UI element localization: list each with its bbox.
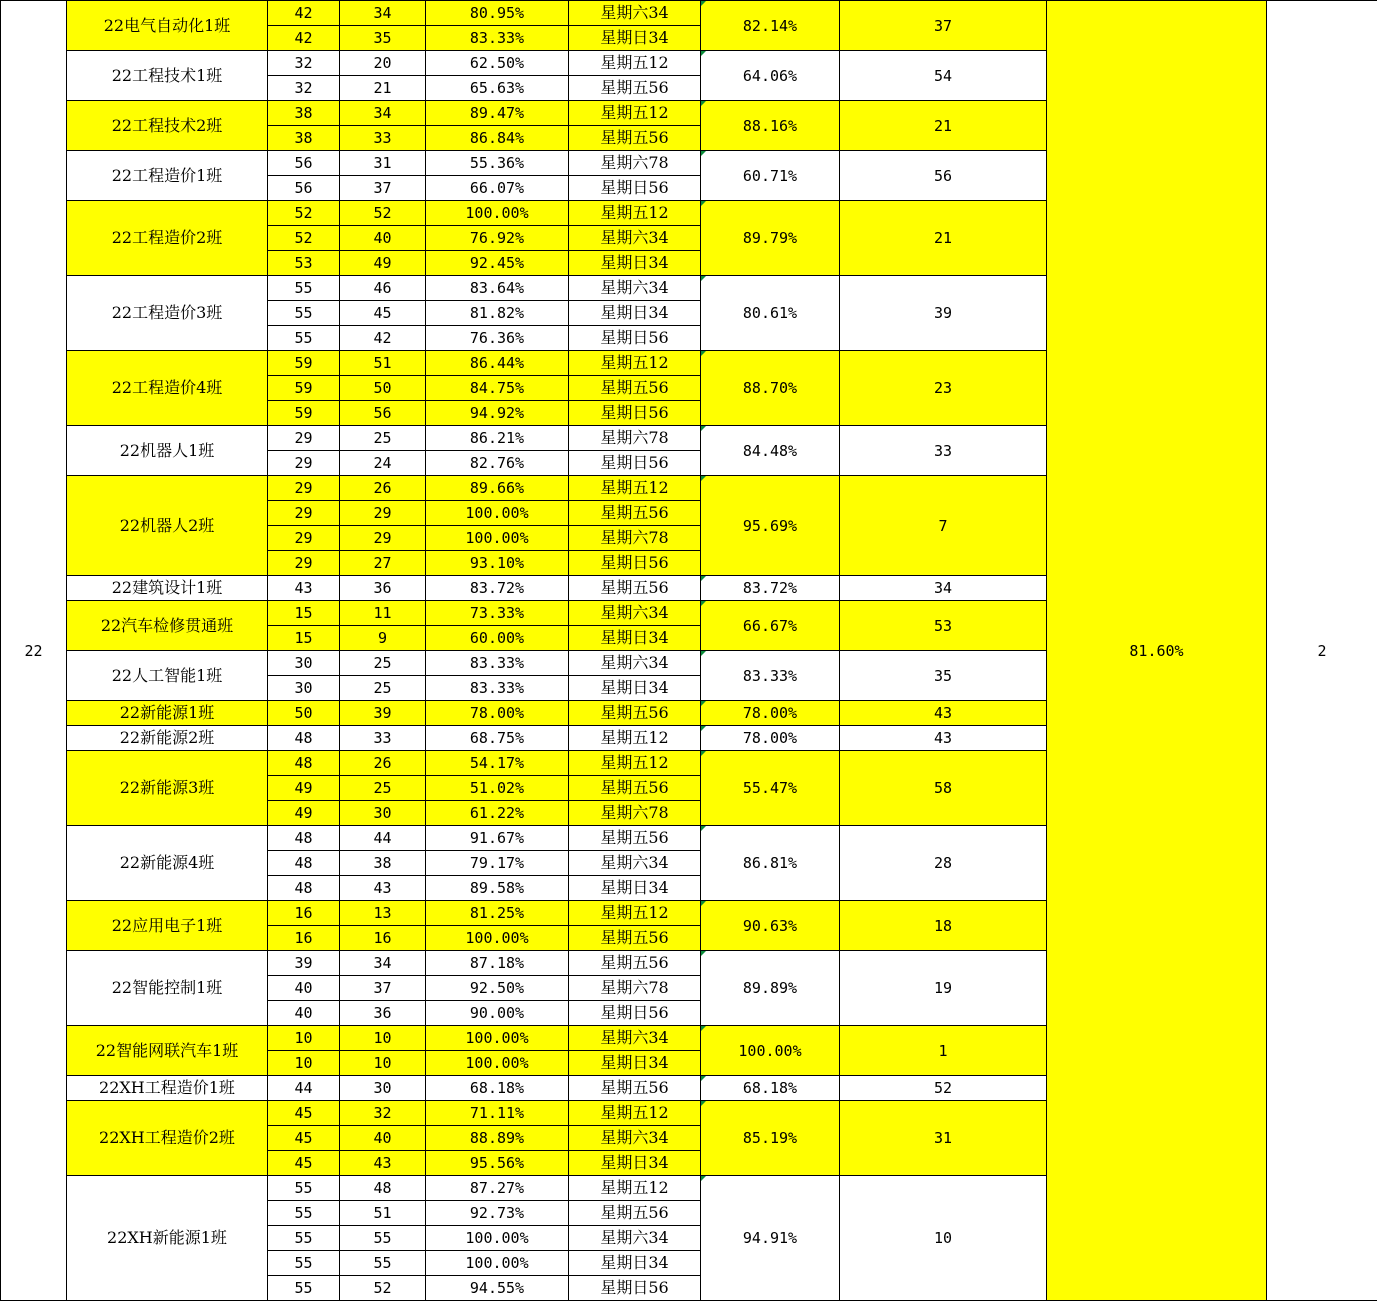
enrolled-count-cell: 45 bbox=[268, 1101, 340, 1126]
present-count-cell: 10 bbox=[340, 1026, 426, 1051]
enrolled-count-cell: 15 bbox=[268, 626, 340, 651]
present-count-cell: 43 bbox=[340, 1151, 426, 1176]
class-name-cell: 22工程造价4班 bbox=[67, 351, 268, 426]
session-rate-cell: 79.17% bbox=[426, 851, 569, 876]
session-rate-cell: 87.27% bbox=[426, 1176, 569, 1201]
present-count-cell: 50 bbox=[340, 376, 426, 401]
enrolled-count-cell: 52 bbox=[268, 201, 340, 226]
present-count-cell: 25 bbox=[340, 426, 426, 451]
class-rank-cell: 58 bbox=[840, 751, 1047, 826]
session-time-cell: 星期五12 bbox=[569, 1101, 701, 1126]
class-rank-cell: 54 bbox=[840, 51, 1047, 101]
present-count-cell: 56 bbox=[340, 401, 426, 426]
present-count-cell: 55 bbox=[340, 1226, 426, 1251]
enrolled-count-cell: 56 bbox=[268, 176, 340, 201]
class-rate-cell: 83.33% bbox=[701, 651, 840, 701]
class-rate-cell: 80.61% bbox=[701, 276, 840, 351]
session-time-cell: 星期六34 bbox=[569, 276, 701, 301]
session-time-cell: 星期日34 bbox=[569, 626, 701, 651]
session-time-cell: 星期五12 bbox=[569, 201, 701, 226]
present-count-cell: 51 bbox=[340, 351, 426, 376]
session-rate-cell: 100.00% bbox=[426, 526, 569, 551]
session-rate-cell: 80.95% bbox=[426, 1, 569, 26]
enrolled-count-cell: 55 bbox=[268, 1276, 340, 1301]
session-time-cell: 星期日56 bbox=[569, 1276, 701, 1301]
present-count-cell: 36 bbox=[340, 576, 426, 601]
class-name-cell: 22应用电子1班 bbox=[67, 901, 268, 951]
enrolled-count-cell: 55 bbox=[268, 1251, 340, 1276]
session-time-cell: 星期五56 bbox=[569, 501, 701, 526]
class-rate-cell: 89.89% bbox=[701, 951, 840, 1026]
present-count-cell: 30 bbox=[340, 1076, 426, 1101]
class-rank-cell: 1 bbox=[840, 1026, 1047, 1076]
present-count-cell: 51 bbox=[340, 1201, 426, 1226]
session-time-cell: 星期五56 bbox=[569, 951, 701, 976]
session-time-cell: 星期日34 bbox=[569, 1151, 701, 1176]
enrolled-count-cell: 10 bbox=[268, 1026, 340, 1051]
session-rate-cell: 89.66% bbox=[426, 476, 569, 501]
class-rank-cell: 39 bbox=[840, 276, 1047, 351]
enrolled-count-cell: 29 bbox=[268, 551, 340, 576]
class-rank-cell: 53 bbox=[840, 601, 1047, 651]
enrolled-count-cell: 29 bbox=[268, 451, 340, 476]
session-rate-cell: 86.84% bbox=[426, 126, 569, 151]
present-count-cell: 29 bbox=[340, 501, 426, 526]
session-rate-cell: 92.45% bbox=[426, 251, 569, 276]
class-rate-cell: 86.81% bbox=[701, 826, 840, 901]
session-rate-cell: 76.36% bbox=[426, 326, 569, 351]
present-count-cell: 30 bbox=[340, 801, 426, 826]
enrolled-count-cell: 32 bbox=[268, 76, 340, 101]
enrolled-count-cell: 42 bbox=[268, 26, 340, 51]
session-time-cell: 星期五56 bbox=[569, 126, 701, 151]
class-rate-cell: 88.16% bbox=[701, 101, 840, 151]
enrolled-count-cell: 38 bbox=[268, 101, 340, 126]
session-rate-cell: 100.00% bbox=[426, 1251, 569, 1276]
class-name-cell: 22工程技术2班 bbox=[67, 101, 268, 151]
present-count-cell: 9 bbox=[340, 626, 426, 651]
class-rank-cell: 31 bbox=[840, 1101, 1047, 1176]
present-count-cell: 34 bbox=[340, 101, 426, 126]
table-row bbox=[1, 1, 1377, 26]
enrolled-count-cell: 48 bbox=[268, 876, 340, 901]
session-rate-cell: 87.18% bbox=[426, 951, 569, 976]
enrolled-count-cell: 44 bbox=[268, 1076, 340, 1101]
present-count-cell: 52 bbox=[340, 1276, 426, 1301]
present-count-cell: 33 bbox=[340, 726, 426, 751]
class-rank-cell: 33 bbox=[840, 426, 1047, 476]
class-rate-cell: 84.48% bbox=[701, 426, 840, 476]
present-count-cell: 25 bbox=[340, 676, 426, 701]
session-rate-cell: 81.82% bbox=[426, 301, 569, 326]
class-rate-cell: 85.19% bbox=[701, 1101, 840, 1176]
overall-rank-cell: 2 bbox=[1267, 1, 1377, 1301]
enrolled-count-cell: 55 bbox=[268, 1176, 340, 1201]
enrolled-count-cell: 53 bbox=[268, 251, 340, 276]
session-time-cell: 星期五12 bbox=[569, 476, 701, 501]
enrolled-count-cell: 49 bbox=[268, 776, 340, 801]
session-time-cell: 星期五56 bbox=[569, 1201, 701, 1226]
session-rate-cell: 100.00% bbox=[426, 926, 569, 951]
session-rate-cell: 89.58% bbox=[426, 876, 569, 901]
present-count-cell: 37 bbox=[340, 976, 426, 1001]
enrolled-count-cell: 59 bbox=[268, 376, 340, 401]
class-rate-cell: 66.67% bbox=[701, 601, 840, 651]
enrolled-count-cell: 56 bbox=[268, 151, 340, 176]
session-rate-cell: 94.92% bbox=[426, 401, 569, 426]
class-name-cell: 22智能控制1班 bbox=[67, 951, 268, 1026]
present-count-cell: 45 bbox=[340, 301, 426, 326]
session-time-cell: 星期日56 bbox=[569, 326, 701, 351]
session-rate-cell: 91.67% bbox=[426, 826, 569, 851]
session-time-cell: 星期五56 bbox=[569, 826, 701, 851]
enrolled-count-cell: 49 bbox=[268, 801, 340, 826]
enrolled-count-cell: 29 bbox=[268, 426, 340, 451]
session-time-cell: 星期五12 bbox=[569, 726, 701, 751]
present-count-cell: 36 bbox=[340, 1001, 426, 1026]
class-name-cell: 22XH新能源1班 bbox=[67, 1176, 268, 1301]
class-rank-cell: 43 bbox=[840, 701, 1047, 726]
class-name-cell: 22工程造价2班 bbox=[67, 201, 268, 276]
session-time-cell: 星期日56 bbox=[569, 176, 701, 201]
session-time-cell: 星期六34 bbox=[569, 851, 701, 876]
class-rate-cell: 94.91% bbox=[701, 1176, 840, 1301]
session-time-cell: 星期五12 bbox=[569, 101, 701, 126]
session-time-cell: 星期日34 bbox=[569, 1051, 701, 1076]
session-time-cell: 星期五56 bbox=[569, 701, 701, 726]
present-count-cell: 55 bbox=[340, 1251, 426, 1276]
session-rate-cell: 78.00% bbox=[426, 701, 569, 726]
present-count-cell: 39 bbox=[340, 701, 426, 726]
enrolled-count-cell: 29 bbox=[268, 476, 340, 501]
present-count-cell: 42 bbox=[340, 326, 426, 351]
session-rate-cell: 71.11% bbox=[426, 1101, 569, 1126]
class-rate-cell: 78.00% bbox=[701, 701, 840, 726]
session-time-cell: 星期六78 bbox=[569, 801, 701, 826]
enrolled-count-cell: 45 bbox=[268, 1126, 340, 1151]
session-time-cell: 星期六34 bbox=[569, 1226, 701, 1251]
session-rate-cell: 68.75% bbox=[426, 726, 569, 751]
enrolled-count-cell: 55 bbox=[268, 1226, 340, 1251]
present-count-cell: 25 bbox=[340, 776, 426, 801]
class-rate-cell: 95.69% bbox=[701, 476, 840, 576]
enrolled-count-cell: 48 bbox=[268, 726, 340, 751]
enrolled-count-cell: 30 bbox=[268, 676, 340, 701]
class-rank-cell: 34 bbox=[840, 576, 1047, 601]
present-count-cell: 40 bbox=[340, 1126, 426, 1151]
session-rate-cell: 76.92% bbox=[426, 226, 569, 251]
session-rate-cell: 93.10% bbox=[426, 551, 569, 576]
session-time-cell: 星期五56 bbox=[569, 576, 701, 601]
present-count-cell: 10 bbox=[340, 1051, 426, 1076]
class-rank-cell: 37 bbox=[840, 1, 1047, 51]
enrolled-count-cell: 30 bbox=[268, 651, 340, 676]
session-rate-cell: 100.00% bbox=[426, 501, 569, 526]
session-rate-cell: 82.76% bbox=[426, 451, 569, 476]
session-time-cell: 星期五56 bbox=[569, 926, 701, 951]
class-rank-cell: 52 bbox=[840, 1076, 1047, 1101]
session-time-cell: 星期日56 bbox=[569, 451, 701, 476]
present-count-cell: 46 bbox=[340, 276, 426, 301]
enrolled-count-cell: 59 bbox=[268, 401, 340, 426]
present-count-cell: 21 bbox=[340, 76, 426, 101]
class-rate-cell: 68.18% bbox=[701, 1076, 840, 1101]
present-count-cell: 44 bbox=[340, 826, 426, 851]
session-rate-cell: 94.55% bbox=[426, 1276, 569, 1301]
session-rate-cell: 51.02% bbox=[426, 776, 569, 801]
present-count-cell: 33 bbox=[340, 126, 426, 151]
class-name-cell: 22工程造价3班 bbox=[67, 276, 268, 351]
enrolled-count-cell: 39 bbox=[268, 951, 340, 976]
class-name-cell: 22工程技术1班 bbox=[67, 51, 268, 101]
session-rate-cell: 81.25% bbox=[426, 901, 569, 926]
session-rate-cell: 84.75% bbox=[426, 376, 569, 401]
present-count-cell: 40 bbox=[340, 226, 426, 251]
enrolled-count-cell: 16 bbox=[268, 901, 340, 926]
session-time-cell: 星期五12 bbox=[569, 51, 701, 76]
class-rate-cell: 82.14% bbox=[701, 1, 840, 51]
class-name-cell: 22新能源4班 bbox=[67, 826, 268, 901]
session-time-cell: 星期五56 bbox=[569, 1076, 701, 1101]
session-time-cell: 星期六78 bbox=[569, 976, 701, 1001]
session-time-cell: 星期日34 bbox=[569, 1251, 701, 1276]
enrolled-count-cell: 38 bbox=[268, 126, 340, 151]
class-name-cell: 22电气自动化1班 bbox=[67, 1, 268, 51]
present-count-cell: 35 bbox=[340, 26, 426, 51]
session-rate-cell: 100.00% bbox=[426, 1051, 569, 1076]
session-time-cell: 星期五56 bbox=[569, 776, 701, 801]
enrolled-count-cell: 48 bbox=[268, 751, 340, 776]
session-rate-cell: 100.00% bbox=[426, 1026, 569, 1051]
session-rate-cell: 100.00% bbox=[426, 201, 569, 226]
session-rate-cell: 60.00% bbox=[426, 626, 569, 651]
present-count-cell: 24 bbox=[340, 451, 426, 476]
session-rate-cell: 92.50% bbox=[426, 976, 569, 1001]
class-name-cell: 22汽车检修贯通班 bbox=[67, 601, 268, 651]
class-rate-cell: 78.00% bbox=[701, 726, 840, 751]
enrolled-count-cell: 40 bbox=[268, 976, 340, 1001]
class-name-cell: 22机器人1班 bbox=[67, 426, 268, 476]
class-rate-cell: 90.63% bbox=[701, 901, 840, 951]
session-rate-cell: 73.33% bbox=[426, 601, 569, 626]
class-rank-cell: 7 bbox=[840, 476, 1047, 576]
present-count-cell: 26 bbox=[340, 751, 426, 776]
class-rate-cell: 55.47% bbox=[701, 751, 840, 826]
class-name-cell: 22工程造价1班 bbox=[67, 151, 268, 201]
session-rate-cell: 61.22% bbox=[426, 801, 569, 826]
present-count-cell: 34 bbox=[340, 1, 426, 26]
session-time-cell: 星期日34 bbox=[569, 676, 701, 701]
present-count-cell: 26 bbox=[340, 476, 426, 501]
session-time-cell: 星期六34 bbox=[569, 226, 701, 251]
session-time-cell: 星期六34 bbox=[569, 1, 701, 26]
class-name-cell: 22人工智能1班 bbox=[67, 651, 268, 701]
enrolled-count-cell: 55 bbox=[268, 1201, 340, 1226]
enrolled-count-cell: 29 bbox=[268, 526, 340, 551]
session-rate-cell: 89.47% bbox=[426, 101, 569, 126]
session-time-cell: 星期五56 bbox=[569, 376, 701, 401]
session-time-cell: 星期日34 bbox=[569, 26, 701, 51]
present-count-cell: 20 bbox=[340, 51, 426, 76]
class-rate-cell: 89.79% bbox=[701, 201, 840, 276]
session-time-cell: 星期六34 bbox=[569, 1126, 701, 1151]
session-time-cell: 星期六34 bbox=[569, 601, 701, 626]
session-time-cell: 星期六78 bbox=[569, 151, 701, 176]
enrolled-count-cell: 50 bbox=[268, 701, 340, 726]
enrolled-count-cell: 29 bbox=[268, 501, 340, 526]
class-rate-cell: 88.70% bbox=[701, 351, 840, 426]
class-name-cell: 22XH工程造价1班 bbox=[67, 1076, 268, 1101]
session-rate-cell: 68.18% bbox=[426, 1076, 569, 1101]
enrolled-count-cell: 48 bbox=[268, 851, 340, 876]
session-rate-cell: 90.00% bbox=[426, 1001, 569, 1026]
session-rate-cell: 66.07% bbox=[426, 176, 569, 201]
class-rank-cell: 35 bbox=[840, 651, 1047, 701]
enrolled-count-cell: 32 bbox=[268, 51, 340, 76]
session-rate-cell: 86.21% bbox=[426, 426, 569, 451]
enrolled-count-cell: 15 bbox=[268, 601, 340, 626]
session-time-cell: 星期日56 bbox=[569, 551, 701, 576]
session-rate-cell: 55.36% bbox=[426, 151, 569, 176]
session-time-cell: 星期五12 bbox=[569, 351, 701, 376]
session-time-cell: 星期六34 bbox=[569, 651, 701, 676]
enrolled-count-cell: 55 bbox=[268, 276, 340, 301]
session-time-cell: 星期日56 bbox=[569, 1001, 701, 1026]
session-rate-cell: 100.00% bbox=[426, 1226, 569, 1251]
class-rank-cell: 19 bbox=[840, 951, 1047, 1026]
class-rank-cell: 23 bbox=[840, 351, 1047, 426]
class-rank-cell: 56 bbox=[840, 151, 1047, 201]
grade-cell: 22 bbox=[1, 1, 67, 1301]
enrolled-count-cell: 59 bbox=[268, 351, 340, 376]
class-name-cell: 22XH工程造价2班 bbox=[67, 1101, 268, 1176]
class-rank-cell: 28 bbox=[840, 826, 1047, 901]
present-count-cell: 29 bbox=[340, 526, 426, 551]
enrolled-count-cell: 45 bbox=[268, 1151, 340, 1176]
enrolled-count-cell: 52 bbox=[268, 226, 340, 251]
session-time-cell: 星期五56 bbox=[569, 76, 701, 101]
present-count-cell: 25 bbox=[340, 651, 426, 676]
session-rate-cell: 83.33% bbox=[426, 676, 569, 701]
class-name-cell: 22机器人2班 bbox=[67, 476, 268, 576]
class-rate-cell: 60.71% bbox=[701, 151, 840, 201]
enrolled-count-cell: 42 bbox=[268, 1, 340, 26]
session-rate-cell: 83.64% bbox=[426, 276, 569, 301]
present-count-cell: 48 bbox=[340, 1176, 426, 1201]
present-count-cell: 52 bbox=[340, 201, 426, 226]
class-name-cell: 22新能源1班 bbox=[67, 701, 268, 726]
session-rate-cell: 92.73% bbox=[426, 1201, 569, 1226]
present-count-cell: 34 bbox=[340, 951, 426, 976]
session-rate-cell: 65.63% bbox=[426, 76, 569, 101]
present-count-cell: 31 bbox=[340, 151, 426, 176]
session-time-cell: 星期五12 bbox=[569, 901, 701, 926]
overall-rate-cell: 81.60% bbox=[1047, 1, 1267, 1301]
session-time-cell: 星期五12 bbox=[569, 751, 701, 776]
present-count-cell: 16 bbox=[340, 926, 426, 951]
class-rate-cell: 83.72% bbox=[701, 576, 840, 601]
session-rate-cell: 83.72% bbox=[426, 576, 569, 601]
session-rate-cell: 62.50% bbox=[426, 51, 569, 76]
present-count-cell: 38 bbox=[340, 851, 426, 876]
present-count-cell: 11 bbox=[340, 601, 426, 626]
class-name-cell: 22建筑设计1班 bbox=[67, 576, 268, 601]
session-rate-cell: 86.44% bbox=[426, 351, 569, 376]
present-count-cell: 32 bbox=[340, 1101, 426, 1126]
present-count-cell: 49 bbox=[340, 251, 426, 276]
class-rank-cell: 43 bbox=[840, 726, 1047, 751]
present-count-cell: 27 bbox=[340, 551, 426, 576]
class-rank-cell: 21 bbox=[840, 201, 1047, 276]
session-time-cell: 星期六78 bbox=[569, 426, 701, 451]
enrolled-count-cell: 55 bbox=[268, 326, 340, 351]
session-time-cell: 星期六34 bbox=[569, 1026, 701, 1051]
session-rate-cell: 88.89% bbox=[426, 1126, 569, 1151]
session-time-cell: 星期日56 bbox=[569, 401, 701, 426]
enrolled-count-cell: 55 bbox=[268, 301, 340, 326]
enrolled-count-cell: 43 bbox=[268, 576, 340, 601]
session-rate-cell: 95.56% bbox=[426, 1151, 569, 1176]
class-name-cell: 22新能源2班 bbox=[67, 726, 268, 751]
class-name-cell: 22新能源3班 bbox=[67, 751, 268, 826]
class-rank-cell: 18 bbox=[840, 901, 1047, 951]
session-rate-cell: 83.33% bbox=[426, 651, 569, 676]
session-rate-cell: 83.33% bbox=[426, 26, 569, 51]
class-rank-cell: 10 bbox=[840, 1176, 1047, 1301]
session-time-cell: 星期六78 bbox=[569, 526, 701, 551]
enrolled-count-cell: 16 bbox=[268, 926, 340, 951]
enrolled-count-cell: 48 bbox=[268, 826, 340, 851]
present-count-cell: 37 bbox=[340, 176, 426, 201]
session-time-cell: 星期日34 bbox=[569, 876, 701, 901]
enrolled-count-cell: 40 bbox=[268, 1001, 340, 1026]
enrolled-count-cell: 10 bbox=[268, 1051, 340, 1076]
class-name-cell: 22智能网联汽车1班 bbox=[67, 1026, 268, 1076]
present-count-cell: 43 bbox=[340, 876, 426, 901]
session-time-cell: 星期日34 bbox=[569, 251, 701, 276]
session-time-cell: 星期日34 bbox=[569, 301, 701, 326]
attendance-table-body bbox=[1, 1, 1377, 1301]
class-rate-cell: 100.00% bbox=[701, 1026, 840, 1076]
session-time-cell: 星期五12 bbox=[569, 1176, 701, 1201]
class-rank-cell: 21 bbox=[840, 101, 1047, 151]
session-rate-cell: 54.17% bbox=[426, 751, 569, 776]
present-count-cell: 13 bbox=[340, 901, 426, 926]
class-rate-cell: 64.06% bbox=[701, 51, 840, 101]
